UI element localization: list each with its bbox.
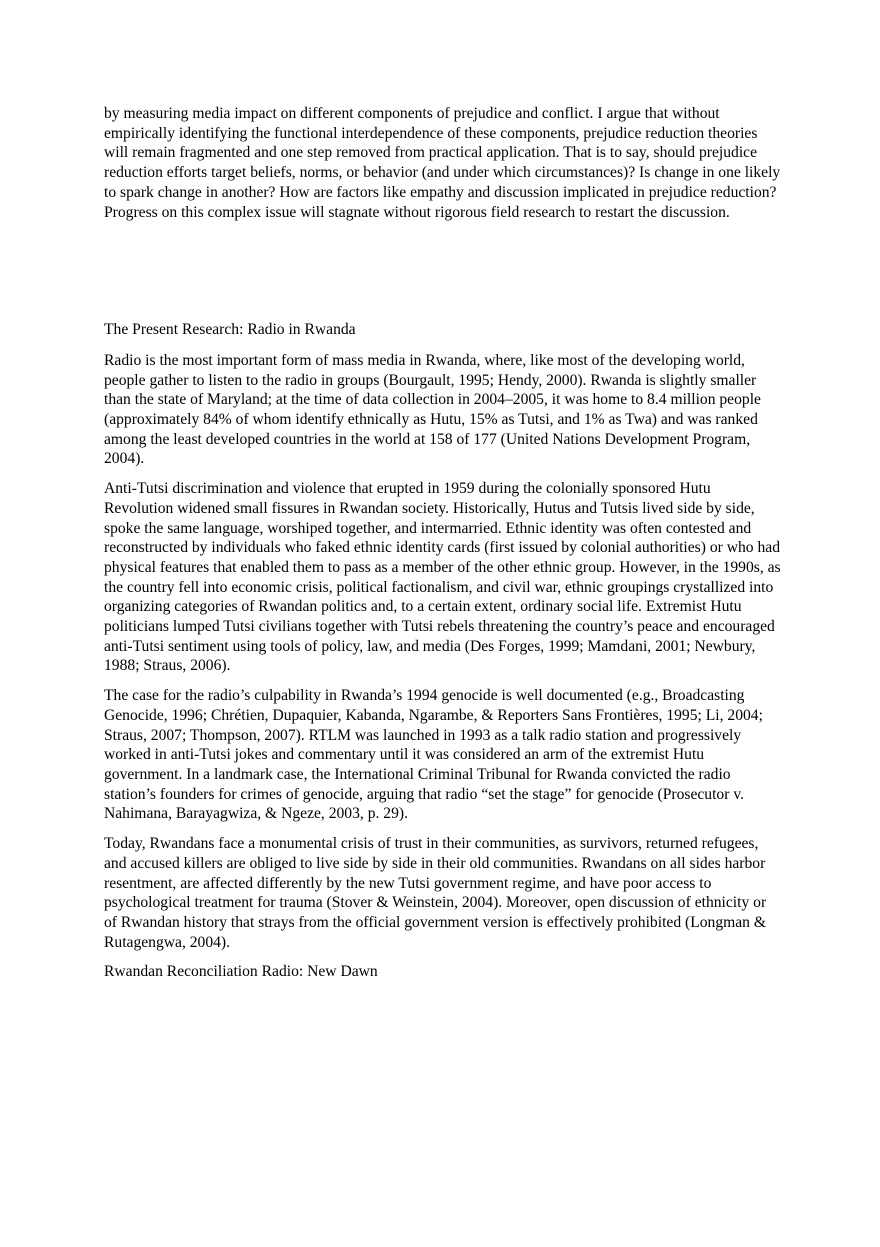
body-paragraph-2: Anti-Tutsi discrimination and violence that erupted in 1959 during the colonially sponsored Hutu Revolution widened small fissures in Rwandan society. Historically, Hutus and Tutsis lived side by side, spoke the same language, worshiped together, and intermarried. Ethnic identity was often contested and reconstructed by individuals who faked ethnic identity cards (first issued by colonial authorities) or who had physical features that enabled them to pass as a member of the other ethnic group. However, in the 1990s, as the country fell into economic crisis, political factionalism, and civil war, ethnic groupings crystallized into organizing categories of Rwandan politics and, to a certain extent, ordinary social life. Extremist Hutu politicians lumped Tutsi civilians together with Tutsi rebels threatening the country’s peace and encouraged anti-Tutsi sentiment using tools of policy, law, and media (Des Forges, 1999; Mamdani, 2001; Newbury, 1988; Straus, 2006). <box>104 480 781 675</box>
subsection-heading: Rwandan Reconciliation Radio: New Dawn <box>104 963 378 981</box>
document-body <box>104 104 782 982</box>
body-paragraph-4: Today, Rwandans face a monumental crisis of trust in their communities, as survivors, returned refugees, and accused killers are obliged to live side by side in their old communities. Rwandans on all sides harbor resentment, are affected differently by the new Tutsi government regime, and have poor access to psychological treatment for trauma (Stover & Weinstein, 2004). Moreover, open discussion of ethnicity or of Rwandan history that strays from the official government version is effectively prohibited (Longman & Rutagengwa, 2004). <box>104 835 767 951</box>
body-paragraph-3: The case for the radio’s culpability in Rwanda’s 1994 genocide is well documented (e.g., Broadcasting Genocide, 1996; Chrétien, Dupaquier, Kabanda, Ngarambe, & Reporters Sans Frontières, 1995; Li, 2004; Straus, 2007; Thompson, 2007). RTLM was launched in 1993 as a talk radio station and progressively worked in anti-Tutsi jokes and commentary until it was considered an arm of the extremist Hutu government. In a landmark case, the International Criminal Tribunal for Rwanda convicted the radio station’s founders for crimes of genocide, arguing that radio “set the stage” for genocide (Prosecutor v. Nahimana, Barayagwiza, & Ngeze, 2003, p. 29). <box>104 687 763 823</box>
section-heading: The Present Research: Radio in Rwanda <box>104 321 356 339</box>
body-paragraph-1: Radio is the most important form of mass media in Rwanda, where, like most of the developing world, people gather to listen to the radio in groups (Bourgault, 1995; Hendy, 2000). Rwanda is slightly smaller than the state of Maryland; at the time of data collection in 2004–2005, it was home to 8.4 million people (approximately 84% of whom identify ethnically as Hutu, 15% as Tutsi, and 1% as Twa) and was ranked among the least developed countries in the world at 158 of 177 (United Nations Development Program, 2004). <box>104 351 761 468</box>
intro-paragraph: by measuring media impact on different components of prejudice and conflict. I argue that without empirically identifying the functional interdependence of these components, prejudice reduction theories will remain fragmented and one step removed from practical application. That is to say, should prejudice reduction efforts target beliefs, norms, or behavior (and under which circumstances)? Is change in one likely to spark change in another? How are factors like empathy and discussion implicated in prejudice reduction? Progress on this complex issue will stagnate without rigorous field research to restart the discussion. <box>104 105 781 221</box>
